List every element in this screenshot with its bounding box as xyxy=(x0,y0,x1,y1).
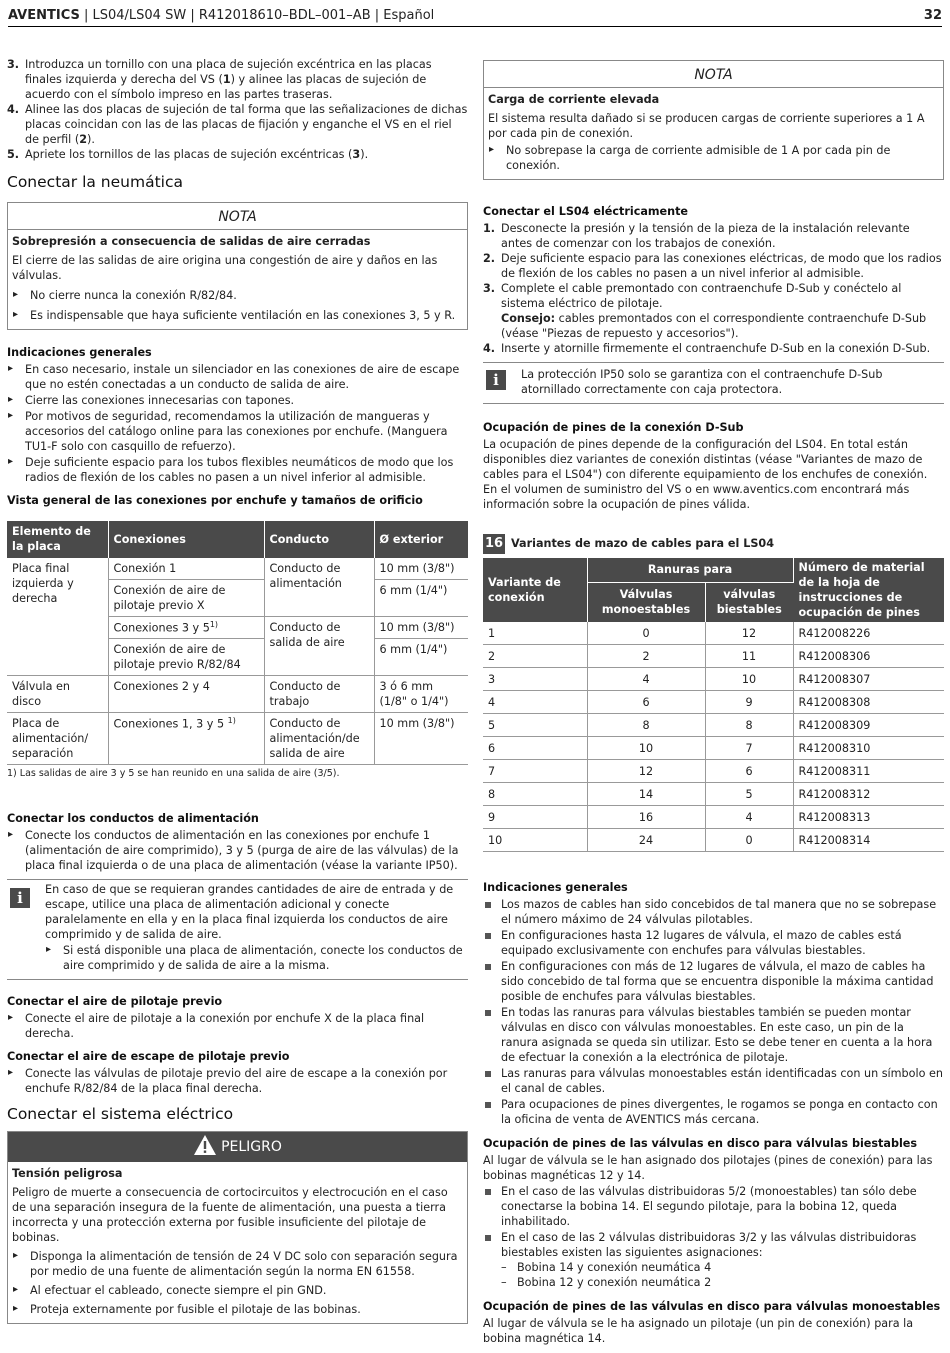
table-cell: Conducto de trabajo xyxy=(264,676,374,713)
step-item: 4. Alinee las dos placas de sujeción de tal forma que las señalizaciones de dichas placas coincidan con las de las placas de fijación y enganche el VS en el riel de perfil (2). xyxy=(7,103,468,146)
table-cell: 4 xyxy=(483,691,587,714)
escape-heading: Conectar el aire de escape de pilotaje previo xyxy=(7,1049,290,1063)
info-box-ip50 xyxy=(483,362,944,404)
table-cell: 12 xyxy=(705,622,793,645)
table-header-row xyxy=(7,521,468,558)
table-cell: Conducto de alimentación xyxy=(264,558,374,617)
escape-list xyxy=(7,1066,468,1096)
table-cell: 6 xyxy=(483,737,587,760)
table-row xyxy=(7,713,468,765)
table-cell: 8 xyxy=(705,714,793,737)
table-cell: R412008313 xyxy=(793,806,944,829)
table-header-row xyxy=(483,558,944,583)
table-cell: R412008314 xyxy=(793,829,944,852)
info-icon: i xyxy=(486,370,506,390)
table-cell: 10 mm (3/8") xyxy=(374,558,468,580)
table-row xyxy=(483,691,944,714)
biestables-list xyxy=(483,1184,944,1260)
monoestables-text: Al lugar de válvula se le ha asignado un pilotaje (un pin de conexión) para la bobina magnética 14. xyxy=(483,1317,914,1346)
table-row xyxy=(483,622,944,645)
nota-subtitle: Sobrepresión a consecuencia de salidas de aire cerradas xyxy=(12,234,371,248)
table-cell: 5 xyxy=(483,714,587,737)
indicaciones-heading: Indicaciones generales xyxy=(7,345,152,359)
table-cell: Conexión de aire de pilotaje previo R/82/84 xyxy=(108,639,264,676)
brand-name: AVENTICS xyxy=(8,8,80,23)
table-cell: Conducto de salida de aire xyxy=(264,616,374,676)
th-exterior: Ø exterior xyxy=(374,521,468,558)
biestables-text: Al lugar de válvula se le han asignado dos pilotajes (pines de conexión) para las bobinas magnéticas 12 y 14. xyxy=(483,1154,933,1183)
th-numero: Número de material de la hoja de instrucciones de ocupación de pines xyxy=(793,558,944,622)
nota-list xyxy=(488,143,939,173)
table-cell: Conexiones 1, 3 y 5 $^{1)}$ xyxy=(108,713,264,765)
list-item: ▸ Es indispensable que haya suficiente ventilación en las conexiones 3, 5 y R. xyxy=(12,308,463,323)
table-cell: 4 xyxy=(705,806,793,829)
nota-subtitle: Carga de corriente elevada xyxy=(488,92,660,106)
right-column xyxy=(483,60,944,1346)
ocupacion-text: La ocupación de pines depende de la configuración del LS04. En total están disponibles diez variantes de conexión distintas (véase "Variantes de mazo de cables para el LS04") con diferente equipamiento de los enchufes de conexión. xyxy=(483,437,928,481)
step-item: 3. Introduzca un tornillo con una placa de sujeción excéntrica en las placas finales izquierda y derecha del VS (1) y alinee las placas de sujeción de acuerdo con el símbolo impreso en las partes traseras. xyxy=(7,58,432,101)
biestables-heading: Ocupación de pines de las válvulas en disco para válvulas biestables xyxy=(483,1137,918,1151)
th-monoestables: Válvulas monoestables xyxy=(587,583,705,622)
ocupacion-heading: Ocupación de pines de la conexión D-Sub xyxy=(483,420,744,434)
table-cell: R412008306 xyxy=(793,645,944,668)
table-cell: 7 xyxy=(705,737,793,760)
info-list xyxy=(45,943,468,973)
warning-icon xyxy=(193,1134,217,1156)
info-text: En caso de que se requieran grandes cantidades de aire de entrada y de escape, utilice una placa de alimentación adicional y conecte paralelamente en ella y en la placa final izquierda los conductos de aire comprimido y de salida de aire. xyxy=(45,882,454,941)
ls04-steps xyxy=(483,221,944,356)
list-item: En configuraciones con más de 12 lugares de válvula, el mazo de cables ha sido concebido de tal forma que se encuentra disponible la máxima cantidad posible de enchufes para válvulas biestables. xyxy=(483,959,944,1004)
table-row xyxy=(7,558,468,580)
list-item: ▸ No sobrepase la carga de corriente admisible de 1 A por cada pin de conexión. xyxy=(488,143,939,173)
table-cell: 5 xyxy=(705,783,793,806)
table-cell: 10 xyxy=(587,737,705,760)
th-conexiones: Conexiones xyxy=(108,521,264,558)
table-cell: Conducto de alimentación/de salida de aire xyxy=(264,713,374,765)
section-heading-neumatica: Conectar la neumática xyxy=(7,173,183,191)
list-item: ▸ Conecte el aire de pilotaje a la conexión por enchufe X de la placa final derecha. xyxy=(7,1011,468,1041)
peligro-box xyxy=(7,1131,468,1324)
nota-title: NOTA xyxy=(8,203,467,230)
list-item: ▸ Al efectuar el cableado, conecte siempre el pin GND. xyxy=(12,1283,463,1298)
table-cell: Conexiones 2 y 4 xyxy=(108,676,264,713)
table-row xyxy=(483,737,944,760)
asignaciones-list xyxy=(501,1260,944,1290)
list-item: Los mazos de cables han sido concebidos de tal manera que no se sobrepase el número máximo de 24 válvulas pilotables. xyxy=(483,897,944,927)
list-item: ▸ En caso necesario, instale un silenciador en las conexiones de aire de escape que no estén conectadas a un conducto de salida de aire. xyxy=(7,362,468,392)
table-cell: 11 xyxy=(705,645,793,668)
table-cell: 10 xyxy=(483,829,587,852)
page-header xyxy=(8,7,942,27)
ocupacion-text-2: En el volumen de suministro del VS o en www.aventics.com encontrará más información sobre la ocupación de pines válida. xyxy=(483,482,910,511)
table-cell: R412008226 xyxy=(793,622,944,645)
info-box-caudal xyxy=(7,879,468,980)
variantes-table xyxy=(483,558,944,853)
table-cell: 12 xyxy=(587,760,705,783)
page-number: 32 xyxy=(923,8,942,23)
left-column xyxy=(7,57,468,1324)
pilotaje-list xyxy=(7,1011,468,1041)
list-item: ▸ Conecte las válvulas de pilotaje previo del aire de escape a la conexión por enchufe R/82/84 de la placa final derecha. xyxy=(7,1066,468,1096)
table-row xyxy=(483,806,944,829)
table-row xyxy=(483,668,944,691)
table-cell: 6 mm (1/4") xyxy=(374,639,468,676)
monoestables-heading: Ocupación de pines de las válvulas en disco para válvulas monoestables xyxy=(483,1300,941,1314)
vista-heading: Vista general de las conexiones por enchufe y tamaños de orificio xyxy=(7,493,423,507)
th-conducto: Conducto xyxy=(264,521,374,558)
list-item: ▸ Si está disponible una placa de alimentación, conecte los conductos de aire comprimido y de salida de aire a la misma. xyxy=(45,943,468,973)
table-cell: 8 xyxy=(483,783,587,806)
indicaciones2-list xyxy=(483,897,944,1127)
th-elemento: Elemento de la placa xyxy=(7,521,108,558)
table-cell: 8 xyxy=(587,714,705,737)
list-item: ▸ Proteja externamente por fusible el pilotaje de las bobinas. xyxy=(12,1302,463,1317)
table-cell: 4 xyxy=(587,668,705,691)
table-cell: 9 xyxy=(705,691,793,714)
table-cell: 2 xyxy=(483,645,587,668)
step-item: 1. Desconecte la presión y la tensión de la pieza de la instalación relevante antes de comenzar con los trabajos de conexión. xyxy=(483,221,910,250)
nota-title: NOTA xyxy=(484,61,943,88)
table-cell: R412008308 xyxy=(793,691,944,714)
step-item: 2. Deje suficiente espacio para las conexiones eléctricas, de modo que los radios de flexión de los cables no pasen a un nivel inferior al admisible. xyxy=(483,251,942,280)
list-item: En el caso de las válvulas distribuidoras 5/2 (monoestables) tan sólo debe conectarse la bobina 14. El segundo pilotaje, para la bobina 12, queda inhabilitado. xyxy=(483,1184,944,1229)
indicaciones-list xyxy=(7,362,468,485)
table-cell: 10 xyxy=(705,668,793,691)
table-cell: 6 xyxy=(705,760,793,783)
list-item: ▸ No cierre nunca la conexión R/82/84. xyxy=(12,288,463,303)
table-row xyxy=(483,714,944,737)
table-cell: Placa de alimentación/ separación xyxy=(7,713,108,765)
consejo-label: Consejo: xyxy=(501,311,556,325)
table-cell: 1 xyxy=(483,622,587,645)
table-cell: 3 xyxy=(483,668,587,691)
ls04-heading: Conectar el LS04 eléctricamente xyxy=(483,204,689,218)
indicaciones2-heading: Indicaciones generales xyxy=(483,881,628,895)
conductos-list xyxy=(7,828,468,873)
table-cell: 0 xyxy=(587,622,705,645)
table-cell: 7 xyxy=(483,760,587,783)
table-row xyxy=(7,676,468,713)
table-cell: 10 mm (3/8") xyxy=(374,713,468,765)
table-cell: 14 xyxy=(587,783,705,806)
list-item: – Bobina 12 y conexión neumática 2 xyxy=(501,1275,944,1290)
table-cell: 16 xyxy=(587,806,705,829)
list-item: ▸ Deje suficiente espacio para los tubos flexibles neumáticos de modo que los radios de flexión de los cables no pasen a un nivel inferior al admisible. xyxy=(7,455,468,485)
step-item: 3. Complete el cable premontado con contraenchufe D-Sub y conéctelo al sistema eléctrico de pilotaje. Consejo: cables premontados con el correspondiente contraenchufe D-Sub (véase "Piezas de repuesto y accesorios"). xyxy=(483,281,927,340)
table-row xyxy=(483,645,944,668)
step-item: 5. Apriete los tornillos de las placas de sujeción excéntricas (3). xyxy=(7,148,369,161)
list-item: ▸ Cierre las conexiones innecesarias con tapones. xyxy=(7,393,468,408)
list-item: ▸ Conecte los conductos de alimentación en las conexiones por enchufe 1 (alimentación de aire comprimido), 3 y 5 (purga de aire de las válvulas) de la placa final izquierda o de una placa de alimentación (véase la variante IP50). xyxy=(7,828,468,873)
nota-box-corriente xyxy=(483,60,944,180)
list-item: ▸ Disponga la alimentación de tensión de 24 V DC solo con separación segura por medio de una fuente de alimentación según la norma EN 61558. xyxy=(12,1249,463,1279)
list-item: Para ocupaciones de pines divergentes, le rogamos se ponga en contacto con la oficina de venta de AVENTICS más cercana. xyxy=(483,1097,944,1127)
peligro-text: Peligro de muerte a consecuencia de cortocircuitos y electrocución en el caso de una separación insegura de la fuente de alimentación, una puesta a tierra incorrecta y una protección externa por fusible insuficiente del pilotaje de bobinas. xyxy=(12,1185,448,1244)
section-heading-electrico: Conectar el sistema eléctrico xyxy=(7,1104,234,1123)
info-icon: i xyxy=(10,888,30,908)
nota-text: El cierre de las salidas de aire origina una congestión de aire y daños en las válvulas. xyxy=(12,253,438,282)
table-footnote: 1) Las salidas de aire 3 y 5 se han reunido en una salida de aire (3/5). xyxy=(7,768,340,780)
step-item: 4. Inserte y atornille firmemente el contraenchufe D-Sub en la conexión D-Sub. xyxy=(483,341,931,355)
pilotaje-heading: Conectar el aire de pilotaje previo xyxy=(7,994,223,1008)
list-item: En todas las ranuras para válvulas biestables también se pueden montar válvulas en disco con válvulas monoestables. En este caso, un pin de la ranura asignada se queda sin utilizar. Esto se debe tener en cuenta a la hora de efectuar la conexión a la electrónica de pilotaje. xyxy=(483,1005,944,1065)
table-row xyxy=(483,783,944,806)
peligro-title-bar xyxy=(8,1132,467,1162)
table-cell: R412008312 xyxy=(793,783,944,806)
info-text: La protección IP50 solo se garantiza con el contraenchufe D-Sub atornillado correctamente con caja protectora. xyxy=(521,367,883,396)
th-variante: Variante de conexión xyxy=(483,558,587,622)
figure-number: 16 xyxy=(483,534,505,554)
list-item: En el caso de las 2 válvulas distribuidoras 3/2 y las válvulas distribuidoras biestables existen las siguientes asignaciones: xyxy=(483,1230,944,1260)
peligro-list xyxy=(12,1249,463,1317)
table-cell: 6 xyxy=(587,691,705,714)
peligro-title: PELIGRO xyxy=(221,1138,282,1155)
figure-title: Variantes de mazo de cables para el LS04 xyxy=(511,537,774,551)
list-item: ▸ Por motivos de seguridad, recomendamos la utilización de mangueras y accesorios del catálogo online para las conexiones por enchufe. (Manguera TU1-F solo con casquillo de refuerzo). xyxy=(7,409,468,454)
table-cell: Conexiones 3 y 5$^{1)}$ xyxy=(108,616,264,639)
nota-box-sobrepresion xyxy=(7,202,468,330)
table-cell: 6 mm (1/4") xyxy=(374,579,468,616)
table-cell: Placa final izquierda y derecha xyxy=(7,558,108,676)
table-row xyxy=(483,760,944,783)
list-item: Las ranuras para válvulas monoestables están identificadas con un símbolo en el canal de cables. xyxy=(483,1066,944,1096)
table-cell: 0 xyxy=(705,829,793,852)
table-cell: 2 xyxy=(587,645,705,668)
table-cell: R412008310 xyxy=(793,737,944,760)
mounting-steps xyxy=(7,57,468,162)
figure-caption xyxy=(483,534,944,554)
conductos-heading: Conectar los conductos de alimentación xyxy=(7,811,259,825)
table-cell: R412008309 xyxy=(793,714,944,737)
table-cell: 24 xyxy=(587,829,705,852)
peligro-subtitle: Tensión peligrosa xyxy=(12,1166,123,1180)
table-cell: 10 mm (3/8") xyxy=(374,616,468,639)
table-cell: R412008307 xyxy=(793,668,944,691)
list-item: – Bobina 14 y conexión neumática 4 xyxy=(501,1260,944,1275)
table-cell: Válvula en disco xyxy=(7,676,108,713)
table-row xyxy=(483,829,944,852)
nota-list xyxy=(12,288,463,323)
table-cell: 3 ó 6 mm (1/8" o 1/4") xyxy=(374,676,468,713)
table-cell: Conexión de aire de pilotaje previo X xyxy=(108,579,264,616)
list-item: En configuraciones hasta 12 lugares de válvula, el mazo de cables está equipado exclusivamente con enchufes para válvulas biestables. xyxy=(483,928,944,958)
table-cell: 9 xyxy=(483,806,587,829)
document-id: | LS04/LS04 SW | R412018610–BDL–001–AB | Español xyxy=(79,8,435,23)
conexiones-table xyxy=(7,521,468,766)
nota-text: El sistema resulta dañado si se producen cargas de corriente superiores a 1 A por cada pin de conexión. xyxy=(488,111,925,140)
th-ranuras: Ranuras para xyxy=(587,558,793,583)
consejo-text: cables premontados con el correspondiente contraenchufe D-Sub (véase "Piezas de repuesto y accesorios"). xyxy=(501,311,927,340)
table-cell: Conexión 1 xyxy=(108,558,264,580)
th-biestables: válvulas biestables xyxy=(705,583,793,622)
table-cell: R412008311 xyxy=(793,760,944,783)
